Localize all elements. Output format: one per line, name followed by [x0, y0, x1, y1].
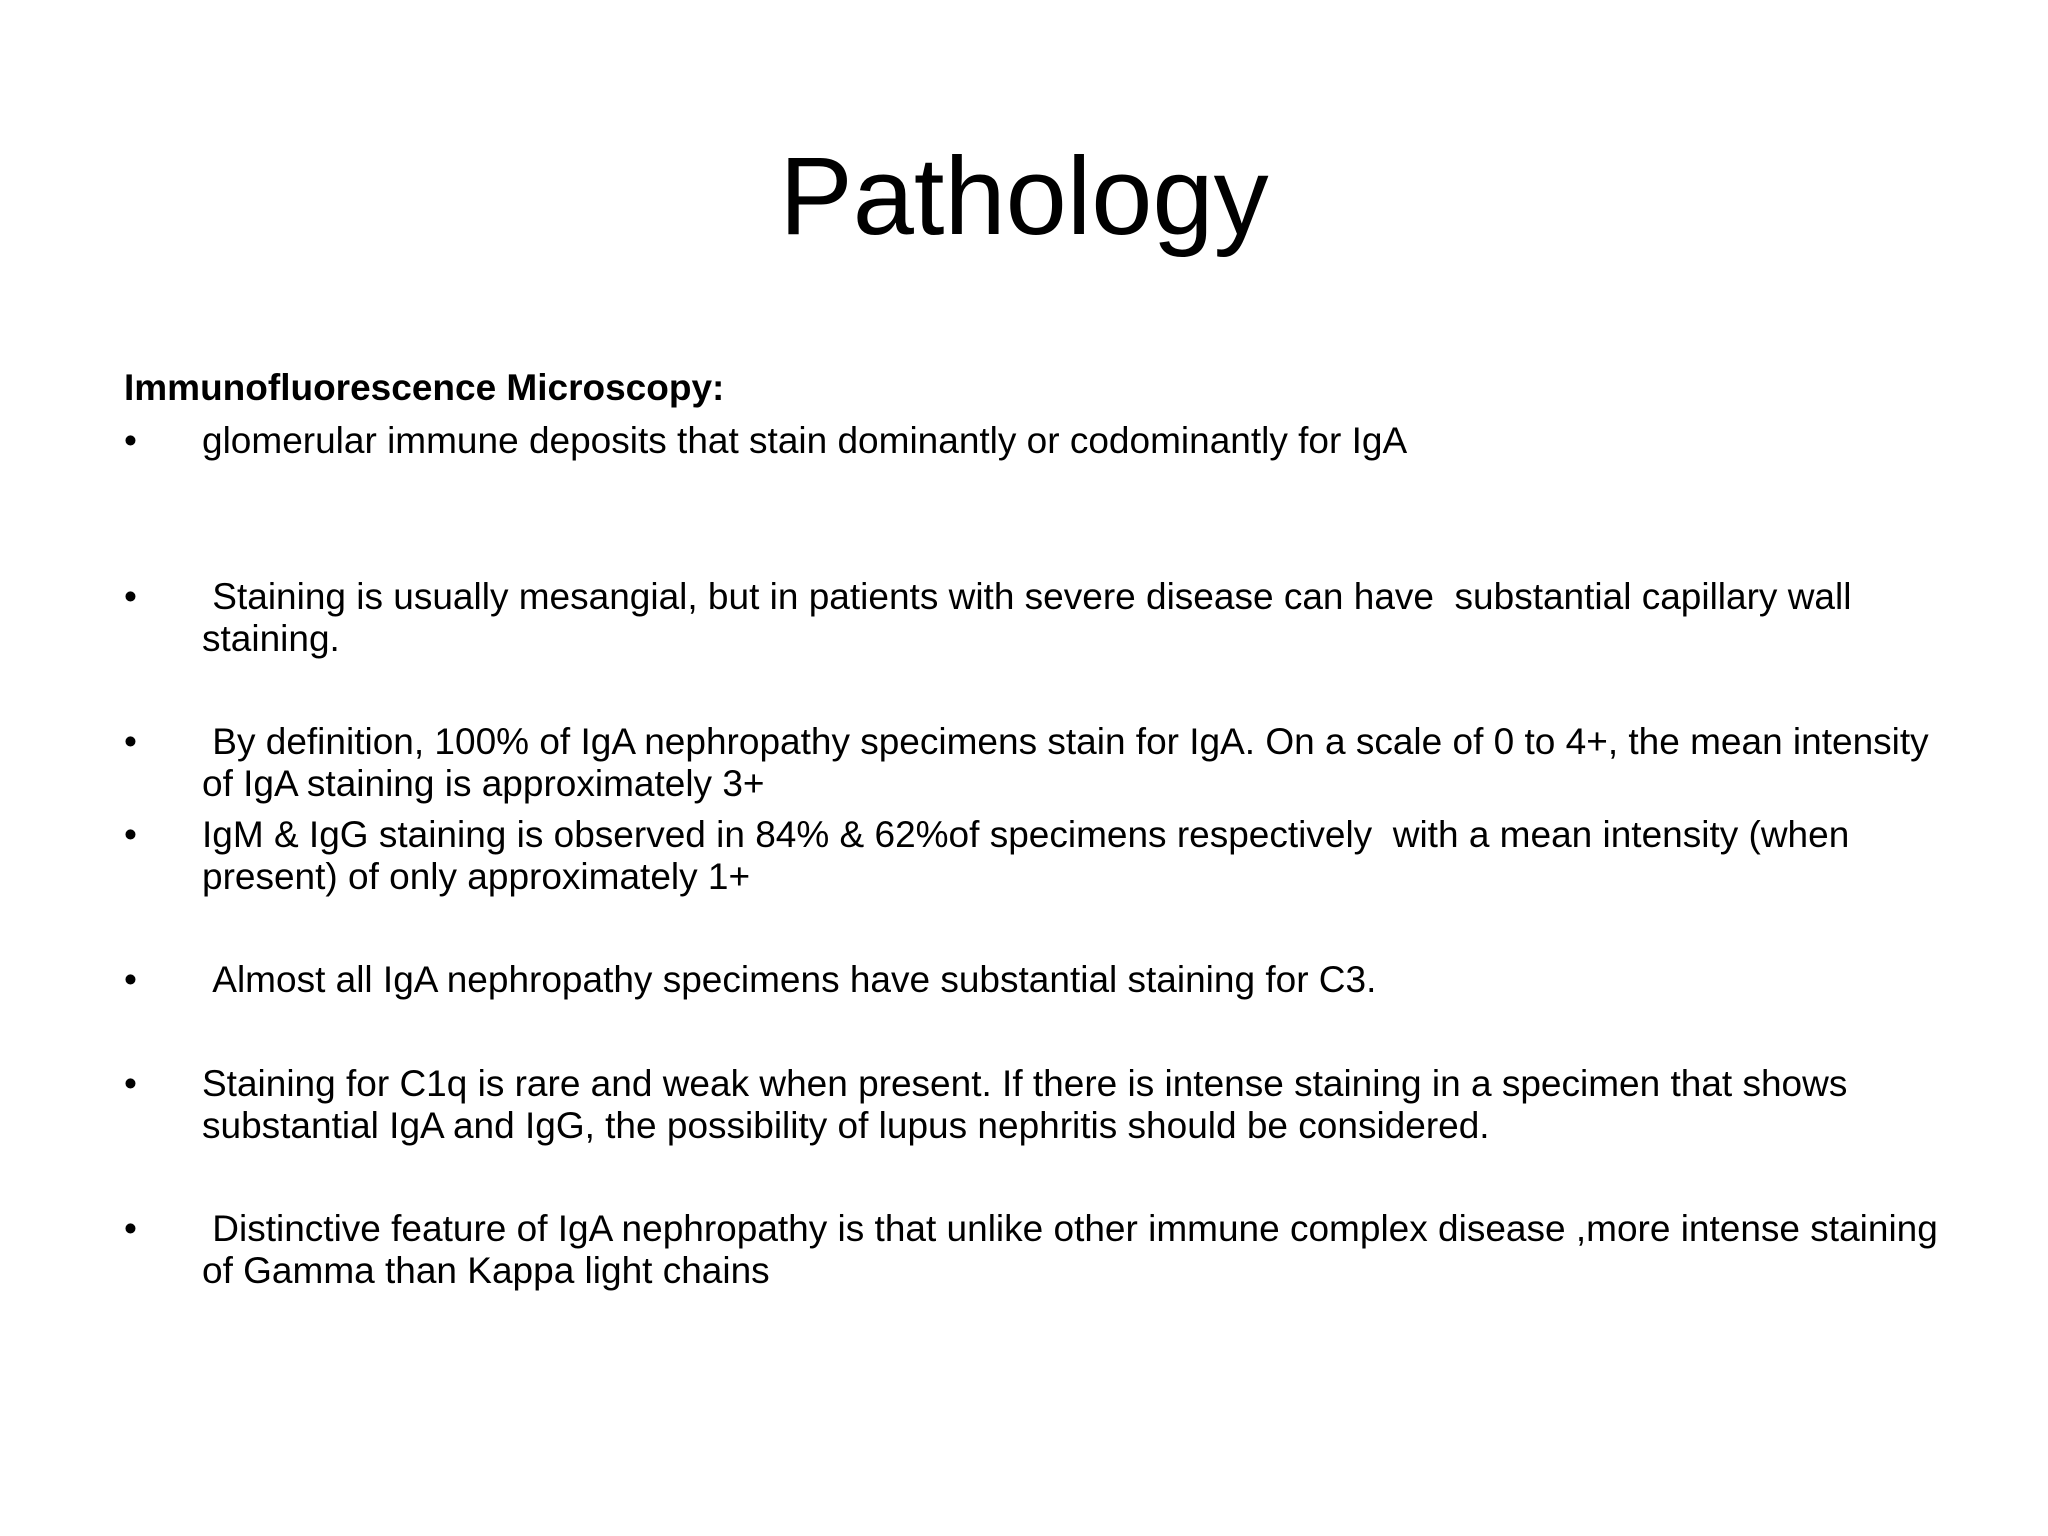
bullet-text: Staining is usually mesangial, but in patients with severe disease can have substantial capillary wall staining.: [202, 576, 1862, 659]
bullet-dot-icon: •: [124, 576, 137, 617]
slide-title: Pathology: [779, 135, 1269, 258]
bullet-text: By definition, 100% of IgA nephropathy specimens stain for IgA. On a scale of 0 to 4+, the mean intensity of IgA staining is approximately 3+: [202, 721, 1939, 804]
bullet-text: Almost all IgA nephropathy specimens have substantial staining for C3.: [202, 959, 1377, 1000]
bullet-dot-icon: •: [124, 721, 137, 762]
bullet-text: IgM & IgG staining is observed in 84% & 62%of specimens respectively with a mean intensity (when present) of only approximately 1+: [202, 814, 1860, 897]
bullet-text: Distinctive feature of IgA nephropathy is that unlike other immune complex disease ,more intense staining of Gamma than Kappa light chains: [202, 1208, 1949, 1291]
bullet-text: glomerular immune deposits that stain dominantly or codominantly for IgA: [202, 420, 1408, 461]
bullet-dot-icon: •: [124, 1063, 137, 1104]
bullet-dot-icon: •: [124, 959, 137, 1000]
bullet-text: Staining for C1q is rare and weak when present. If there is intense staining in a specimen that shows substantial IgA and IgG, the possibility of lupus nephritis should be considered.: [202, 1063, 1858, 1146]
bullet-dot-icon: •: [124, 814, 137, 855]
bullet-dot-icon: •: [124, 1208, 137, 1249]
section-heading: Immunofluorescence Microscopy:: [124, 367, 725, 408]
bullet-dot-icon: •: [124, 420, 137, 461]
